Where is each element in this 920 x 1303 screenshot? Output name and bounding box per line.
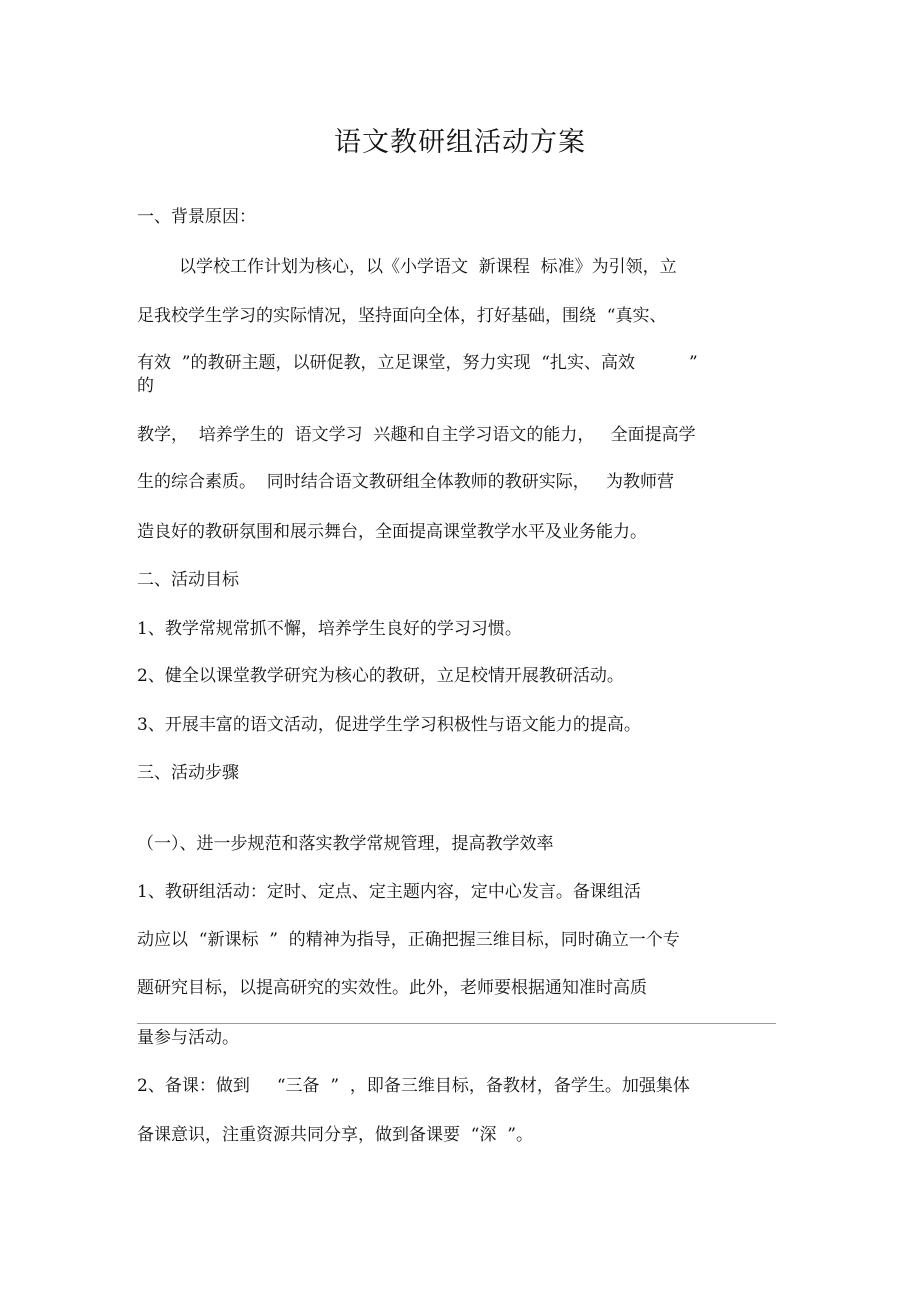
goal-item: 1、教学常规常抓不懈，培养学生良好的学习习惯。 (137, 619, 522, 639)
paragraph-line: 量参与活动。 (137, 1028, 239, 1048)
paragraph-line: 足我校学生学习的实际情况，坚持面向全体，打好基础，围绕 “真实、 (137, 306, 667, 326)
goal-item: 2、健全以课堂教学研究为核心的教研，立足校情开展教研活动。 (137, 666, 624, 686)
paragraph-line: 题研究目标，以提高研究的实效性。此外，老师要根据通知准时高质 (137, 978, 647, 998)
paragraph-line: 造良好的教研氛围和展示舞台，全面提高课堂教学水平及业务能力。 (137, 522, 647, 542)
step-item: 1、教研组活动：定时、定点、定主题内容，定中心发言。备课组活 (137, 882, 641, 902)
step-item: 2、备课：做到 “三备 ” ，即备三维目标，备教材，备学生。加强集体 (137, 1076, 690, 1096)
paragraph-line: 有效 ”的教研主题，以研促教，立足课堂，努力实现 “扎实、高效 ” (137, 353, 698, 373)
paragraph-line: 动应以 “新课标 ” 的精神为指导，正确把握三维目标，同时确立一个专 (137, 930, 680, 950)
paragraph-line: 备课意识，注重资源共同分享，做到备课要 “深 ”。 (137, 1125, 533, 1145)
section-heading-background: 一、背景原因： (137, 207, 256, 227)
paragraph-line: 以学校工作计划为核心，以《小学语文 新课程 标准》为引领，立 (179, 257, 677, 277)
section-heading-goals: 二、活动目标 (137, 570, 239, 590)
paragraph-line: 的 (137, 376, 154, 396)
goal-item: 3、开展丰富的语文活动，促进学生学习积极性与语文能力的提高。 (137, 715, 641, 735)
paragraph-line: 教学， 培养学生的 语文学习 兴趣和自主学习语文的能力， 全面提高学 (137, 425, 696, 445)
section-heading-steps: 三、活动步骤 (137, 763, 239, 783)
subsection-heading: （一）、进一步规范和落实教学常规管理，提高教学效率 (137, 834, 554, 854)
document-title: 语文教研组活动方案 (334, 127, 586, 158)
paragraph-line: 生的综合素质。 同时结合语文教研组全体教师的教研实际， 为教师营 (137, 472, 675, 492)
page-divider (137, 1023, 776, 1024)
